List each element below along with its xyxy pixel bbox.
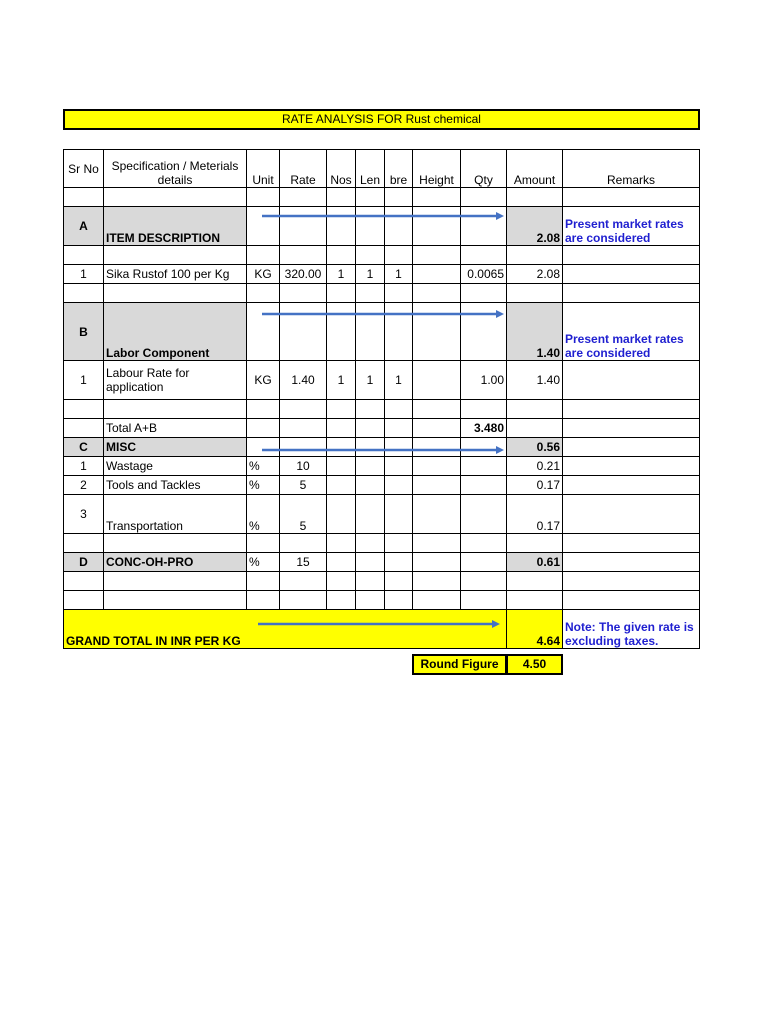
blank-row <box>64 400 700 419</box>
item-amount: 2.08 <box>507 265 563 284</box>
section-a-label: ITEM DESCRIPTION <box>104 207 247 246</box>
labour-qty: 1.00 <box>461 361 507 400</box>
round-figure-value: 4.50 <box>506 654 563 675</box>
misc-amount: 0.17 <box>507 495 563 534</box>
item-description: Sika Rustof 100 per Kg <box>104 265 247 284</box>
misc-sr: 2 <box>64 476 104 495</box>
section-d-sr: D <box>64 553 104 572</box>
grand-total-label: GRAND TOTAL IN INR PER KG <box>64 610 507 649</box>
misc-amount: 0.17 <box>507 476 563 495</box>
item-qty: 0.0065 <box>461 265 507 284</box>
misc-row <box>64 476 700 495</box>
rate-analysis-table <box>63 149 700 649</box>
misc-amount: 0.21 <box>507 457 563 476</box>
item-nos: 1 <box>327 265 356 284</box>
total-ab-row <box>64 419 700 438</box>
section-d-row <box>64 553 700 572</box>
round-figure-label: Round Figure <box>412 654 507 675</box>
arrow-right-icon <box>262 309 504 319</box>
section-b-amount: 1.40 <box>507 303 563 361</box>
section-d-unit: % <box>247 553 280 572</box>
misc-description: Transportation <box>104 495 247 534</box>
section-c-label: MISC <box>104 438 247 457</box>
header-sr-no: Sr No <box>64 150 104 188</box>
misc-row <box>64 495 700 534</box>
blank-row <box>64 572 700 591</box>
arrow-right-icon <box>262 211 504 221</box>
section-c-amount: 0.56 <box>507 438 563 457</box>
header-rate: Rate <box>280 150 327 188</box>
grand-total-amount: 4.64 <box>507 610 563 649</box>
header-row <box>64 150 700 188</box>
section-a-amount: 2.08 <box>507 207 563 246</box>
section-a-sr: A <box>64 207 104 246</box>
header-amount: Amount <box>507 150 563 188</box>
header-len: Len <box>356 150 385 188</box>
header-unit: Unit <box>247 150 280 188</box>
section-b-remarks: Present market rates are considered <box>563 303 700 361</box>
item-rate: 320.00 <box>280 265 327 284</box>
blank-row <box>64 591 700 610</box>
blank-row <box>64 188 700 207</box>
item-len: 1 <box>356 265 385 284</box>
total-ab-label: Total A+B <box>104 419 247 438</box>
section-a-remarks: Present market rates are considered <box>563 207 700 246</box>
misc-sr: 1 <box>64 457 104 476</box>
grand-total-note: Note: The given rate is excluding taxes. <box>563 610 700 649</box>
section-d-rate: 15 <box>280 553 327 572</box>
sheet-title: RATE ANALYSIS FOR Rust chemical <box>63 109 700 130</box>
section-c-sr: C <box>64 438 104 457</box>
section-d-label: CONC-OH-PRO <box>104 553 247 572</box>
labour-row <box>64 361 700 400</box>
labour-rate: 1.40 <box>280 361 327 400</box>
labour-sr: 1 <box>64 361 104 400</box>
misc-rate: 5 <box>280 495 327 534</box>
header-remarks: Remarks <box>563 150 700 188</box>
arrow-right-icon <box>262 445 504 455</box>
misc-unit: % <box>247 457 280 476</box>
item-unit: KG <box>247 265 280 284</box>
misc-unit: % <box>247 495 280 534</box>
blank-row <box>64 246 700 265</box>
labour-amount: 1.40 <box>507 361 563 400</box>
grand-total-row <box>64 610 700 649</box>
blank-row <box>64 534 700 553</box>
blank-row <box>64 284 700 303</box>
misc-sr: 3 <box>64 495 104 534</box>
labour-nos: 1 <box>327 361 356 400</box>
labour-description: Labour Rate for application <box>104 361 247 400</box>
misc-rate: 10 <box>280 457 327 476</box>
header-height: Height <box>413 150 461 188</box>
item-row <box>64 265 700 284</box>
labour-bre: 1 <box>385 361 413 400</box>
header-qty: Qty <box>461 150 507 188</box>
section-b-sr: B <box>64 303 104 361</box>
labour-len: 1 <box>356 361 385 400</box>
misc-description: Tools and Tackles <box>104 476 247 495</box>
labour-unit: KG <box>247 361 280 400</box>
header-nos: Nos <box>327 150 356 188</box>
misc-row <box>64 457 700 476</box>
header-bre: bre <box>385 150 413 188</box>
section-d-amount: 0.61 <box>507 553 563 572</box>
arrow-right-icon <box>258 619 500 629</box>
misc-description: Wastage <box>104 457 247 476</box>
total-ab-value: 3.480 <box>461 419 507 438</box>
misc-unit: % <box>247 476 280 495</box>
header-specification: Specification / Meterials details <box>104 150 247 188</box>
section-b-label: Labor Component <box>104 303 247 361</box>
misc-rate: 5 <box>280 476 327 495</box>
item-sr: 1 <box>64 265 104 284</box>
item-bre: 1 <box>385 265 413 284</box>
